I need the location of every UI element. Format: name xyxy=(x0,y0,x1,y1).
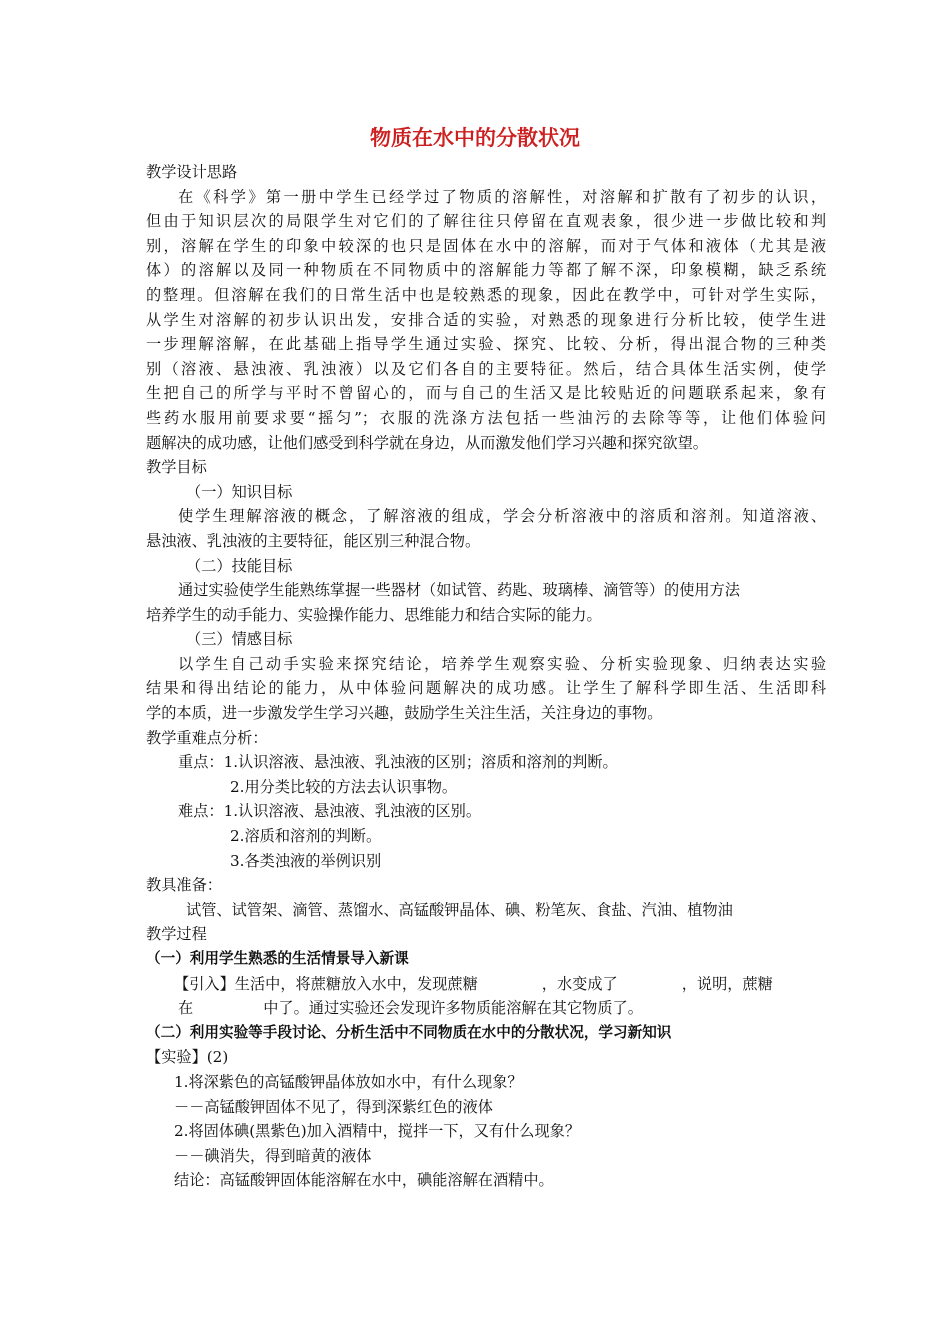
experiment-line-3: 2.将固体碘(黑紫色)加入酒精中，搅拌一下，又有什么现象？ xyxy=(174,1122,581,1141)
design-line-4: 体）的溶解以及同一种物质在不同物质中的溶解能力等都了解不深，印象模糊，缺乏系统 xyxy=(146,261,826,280)
intro-text-b: ，水变成了 xyxy=(541,974,618,993)
emotion-goal-line-1: 以学生自己动手实验来探究结论，培养学生观察实验、分析实验现象、归纳表达实验 xyxy=(178,654,826,673)
document-title: 物质在水中的分散状况 xyxy=(370,126,580,150)
skill-goal-heading: （二）技能目标 xyxy=(186,556,293,575)
design-line-9: 生把自己的所学与平时不曾留心的，而与自己的生活又是比较贴近的问题联系起来，象有 xyxy=(146,384,826,403)
intro-text-a: 【引入】生活中，将蔗糖放入水中，发现蔗糖 xyxy=(174,974,478,993)
experiment-line-2: －－高锰酸钾固体不见了，得到深紫红色的液体 xyxy=(174,1097,493,1116)
experiment-line-4: －－碘消失，得到暗黄的液体 xyxy=(174,1146,372,1165)
intro-line-2 xyxy=(146,996,826,1021)
experiment-label: 【实验】(2) xyxy=(146,1048,229,1067)
design-line-5: 的整理。但溶解在我们的日常生活中也是较熟悉的现象，因此在教学中，可针对学生实际， xyxy=(146,285,826,304)
section-heading-materials: 教具准备： xyxy=(146,876,222,895)
intro-text-d: 在 xyxy=(178,999,194,1018)
process-part-1-heading: （一）利用学生熟悉的生活情景导入新课 xyxy=(146,950,409,967)
design-line-6: 从学生对溶解的初步认识出发，安排合适的实验，对熟悉的现象进行分析比较，使学生进 xyxy=(146,310,826,329)
emotion-goal-line-3: 学的本质，进一步激发学生学习兴趣，鼓励学生关注生活，关注身边的事物。 xyxy=(146,704,663,723)
difficulty-2: 2.溶质和溶剂的判断。 xyxy=(230,827,382,846)
emotion-goal-line-2: 结果和得出结论的能力，从中体验问题解决的成功感。让学生了解科学即生活、生活即科 xyxy=(146,679,826,698)
section-heading-design: 教学设计思路 xyxy=(146,163,238,181)
design-line-3: 别，溶解在学生的印象中较深的也只是固体在水中的溶解，而对于气体和液体（尤其是液 xyxy=(146,236,826,255)
process-part-2-heading: （二）利用实验等手段讨论、分析生活中不同物质在水中的分散状况，学习新知识 xyxy=(146,1023,672,1041)
key-point-1: 重点：1.认识溶液、悬浊液、乳浊液的区别；溶质和溶剂的判断。 xyxy=(178,753,618,772)
skill-goal-line-2: 培养学生的动手能力、实验操作能力、思维能力和结合实际的能力。 xyxy=(146,605,602,624)
intro-text-e: 中了。通过实验还会发现许多物质能溶解在其它物质了。 xyxy=(263,999,643,1018)
section-heading-goals: 教学目标 xyxy=(146,458,207,477)
design-line-11: 题解决的成功感，让他们感受到科学就在身边，从而激发他们学习兴趣和探究欲望。 xyxy=(146,433,708,452)
intro-text-c: ，说明，蔗糖 xyxy=(681,974,773,993)
key-point-2: 2.用分类比较的方法去认识事物。 xyxy=(230,777,458,796)
design-line-8: 别（溶液、悬浊液、乳浊液）以及它们各自的主要特征。然后，结合具体生活实例，使学 xyxy=(146,359,826,378)
knowledge-goal-line-1: 使学生理解溶液的概念，了解溶液的组成，学会分析溶液中的溶质和溶剂。知道溶液、 xyxy=(178,507,826,526)
experiment-conclusion: 结论：高锰酸钾固体能溶解在水中，碘能溶解在酒精中。 xyxy=(174,1171,554,1190)
design-line-7: 一步理解溶解，在此基础上指导学生通过实验、探究、比较、分析，得出混合物的三种类 xyxy=(146,335,826,354)
materials-list: 试管、试管架、滴管、蒸馏水、高锰酸钾晶体、碘、粉笔灰、食盐、汽油、植物油 xyxy=(186,900,733,919)
design-line-2: 但由于知识层次的局限学生对它们的了解往往只停留在直观表象，很少进一步做比较和判 xyxy=(146,212,826,231)
document-body xyxy=(146,160,826,1193)
difficulty-3: 3.各类浊液的举例识别 xyxy=(230,851,382,870)
experiment-line-1: 1.将深紫色的高锰酸钾晶体放如水中，有什么现象？ xyxy=(174,1072,523,1091)
section-heading-keypoints: 教学重难点分析： xyxy=(146,728,268,747)
emotion-goal-heading: （三）情感目标 xyxy=(186,630,293,649)
design-line-10: 些药水服用前要求要“摇匀”；衣服的洗涤方法包括一些油污的去除等等，让他们体验问 xyxy=(146,408,826,427)
knowledge-goal-heading: （一）知识目标 xyxy=(186,482,293,501)
skill-goal-line-1: 通过实验使学生能熟练掌握一些器材（如试管、药匙、玻璃棒、滴管等）的使用方法 xyxy=(178,581,740,600)
intro-line-1 xyxy=(146,972,826,997)
design-line-1: 在《科学》第一册中学生已经学过了物质的溶解性，对溶解和扩散有了初步的认识， xyxy=(178,187,826,206)
difficulty-1: 难点：1.认识溶液、悬浊液、乳浊液的区别。 xyxy=(178,802,482,821)
section-heading-process: 教学过程 xyxy=(146,925,207,944)
knowledge-goal-line-2: 悬浊液、乳浊液的主要特征，能区别三种混合物。 xyxy=(146,531,481,550)
